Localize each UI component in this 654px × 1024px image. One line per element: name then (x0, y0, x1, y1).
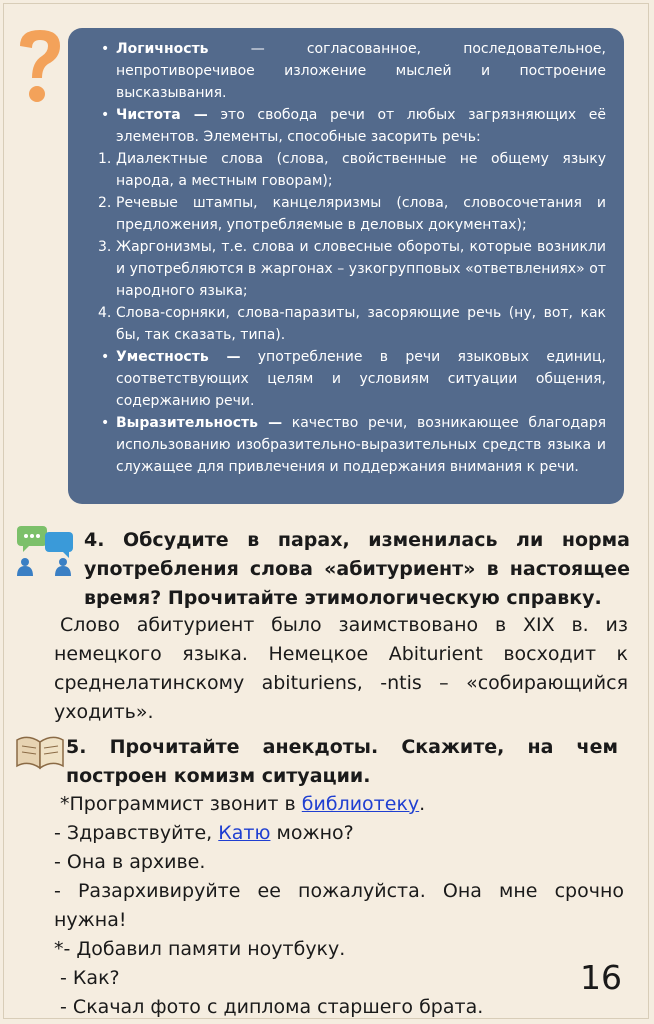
question-mark-icon (14, 26, 66, 108)
definitions-panel (68, 28, 624, 504)
definition-appropriateness-text: употребление в речи языковых единиц, соответствующих целям и условиям ситуации общения, содержанию речи. (116, 349, 607, 409)
list-text: Речевые штампы, канцеляризмы (слова, словосочетания и предложения, употребляемые в деловых документах); (116, 195, 606, 233)
katya-link[interactable]: Катю (218, 822, 271, 844)
joke-line: - Она в архиве. (54, 851, 206, 873)
definition-expressiveness (98, 412, 606, 478)
joke-line (54, 790, 624, 819)
page-number: 16 (580, 958, 622, 997)
joke-text-segment: *Программист звонит в (60, 793, 302, 815)
list-text: Диалектные слова (слова, свойственные не общему языку народа, а местным говорам); (116, 151, 606, 189)
term-appropriateness: Уместность — (116, 349, 241, 365)
list-item (98, 148, 606, 192)
list-text: Жаргонизмы, т.е. слова и словесные обороты, которые возникли и употребляются в жаргонах – узкогрупповых «ответвлениях» от народного языка; (116, 239, 606, 299)
library-link[interactable]: библиотеку (301, 793, 420, 815)
joke-text (54, 790, 624, 1022)
joke-line: - Как? (54, 967, 120, 989)
task4-paragraph: Слово абитуриент было заимствовано в XIX в. из немецкого языка. Немецкое Abiturient восходит к среднелатинскому abituriens, -ntis – «собирающийся уходить». (54, 614, 628, 723)
joke-line: *- Добавил памяти ноутбуку. (54, 938, 346, 960)
definition-appropriateness (98, 346, 606, 412)
list-text: Слова-сорняки, слова-паразиты, засоряющие речь (ну, вот, как бы, так сказать, типа). (116, 305, 606, 343)
joke-line (54, 819, 624, 848)
definition-logic (98, 38, 606, 104)
task4-heading: 4. Обсудите в парах, изменилась ли норма употребления слова «абитуриент» в настоящее время? Прочитайте этимологическую справку. (84, 529, 630, 609)
list-number: 4. (98, 305, 112, 321)
list-item (98, 236, 606, 302)
joke-line: - Скачал фото с диплома старшего брата. (54, 996, 484, 1018)
term-logic: Логичность (116, 41, 209, 57)
definition-logic-text: — согласованное, последовательное, непротиворечивое изложение мыслей и построение высказывания. (116, 41, 606, 101)
joke-text-segment: - Здравствуйте, (54, 822, 219, 844)
task5-heading: 5. Прочитайте анекдоты. Скажите, на чем построен комизм ситуации. (66, 736, 618, 787)
list-number: 3. (98, 239, 112, 255)
joke-line: - Разархивируйте ее пожалуйста. Она мне срочно нужна! (54, 880, 624, 931)
open-book-icon (14, 730, 66, 772)
definition-expressiveness-text: качество речи, возникающее благодаря использованию изобразительно-выразительных средств языка и служащее для привлечения и поддержания внимания к речи. (116, 415, 606, 475)
list-item (98, 302, 606, 346)
definition-purity (98, 104, 606, 148)
list-item (98, 192, 606, 236)
term-expressiveness: Выразительность — (116, 415, 283, 431)
joke-text-segment: . (419, 793, 426, 815)
speech-bubbles-icon (15, 524, 77, 582)
definition-purity-text: это свобода речи от любых загрязняющих её элементов. Элементы, способные засорить речь: (116, 107, 606, 145)
list-number: 2. (98, 195, 112, 211)
term-purity: Чистота — (116, 107, 208, 123)
joke-text-segment: можно? (270, 822, 354, 844)
list-number: 1. (98, 151, 112, 167)
